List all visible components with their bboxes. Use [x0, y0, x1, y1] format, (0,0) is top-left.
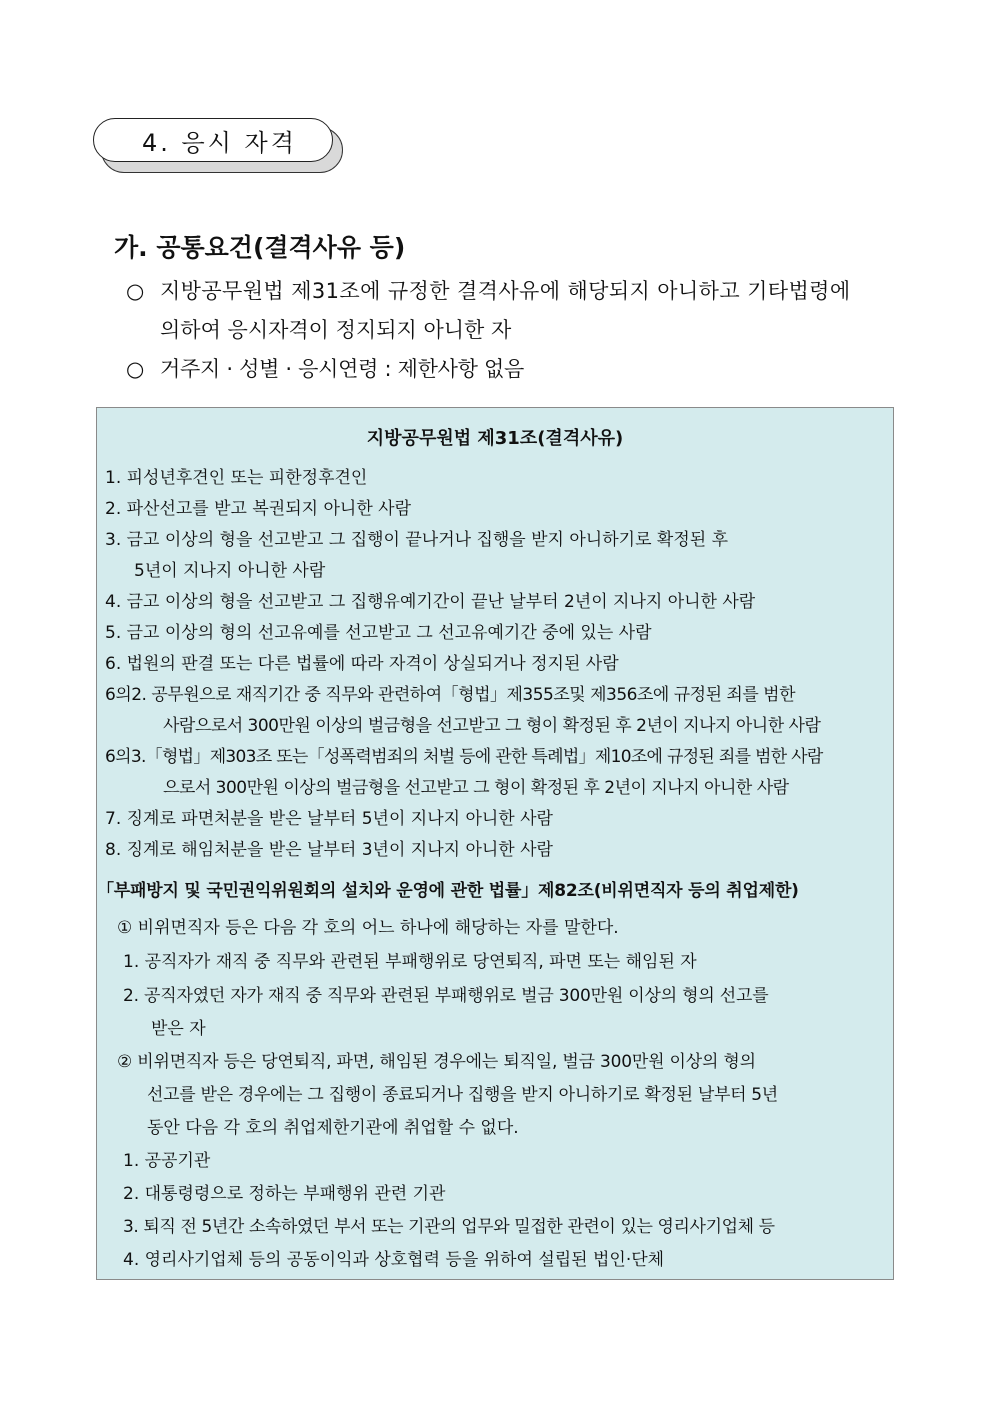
box-title: 지방공무원법 제31조(결격사유) — [366, 428, 624, 449]
disqualification-item: 4. 금고 이상의 형을 선고받고 그 집행유예기간이 끝난 날부터 2년이 지나지 아니한 사람 — [105, 592, 756, 612]
disqualification-item: 6의3.「형법」제303조 또는「성폭력범죄의 처벌 등에 관한 특례법」제10조에 규정된 죄를 범한 사람 — [105, 747, 823, 767]
disqualification-item: 8. 징계로 해임처분을 받은 날부터 3년이 지나지 아니한 사람 — [105, 840, 553, 860]
requirement-text: 지방공무원법 제31조에 규정한 결격사유에 해당되지 아니하고 기타법령에 — [160, 279, 851, 303]
law-item: 3. 퇴직 전 5년간 소속하였던 부서 또는 기관의 업무와 밀접한 관련이 있는 영리사기업체 등 — [123, 1217, 775, 1237]
requirement-item — [126, 272, 898, 350]
law-item: 2. 공직자였던 자가 재직 중 직무와 관련된 부패행위로 벌금 300만원 이상의 형의 선고를 — [123, 986, 769, 1006]
requirement-text: 거주지 · 성별 · 응시연령 : 제한사항 없음 — [160, 357, 524, 381]
requirement-text-continued: 의하여 응시자격이 정지되지 아니한 자 — [160, 318, 512, 342]
disqualification-item: 6의2. 공무원으로 재직기간 중 직무와 관련하여「형법」제355조및 제356조에 규정된 죄를 범한 — [105, 685, 795, 705]
law-clause-continued: 동안 다음 각 호의 취업제한기관에 취업할 수 없다. — [147, 1118, 519, 1138]
disqualification-item: 7. 징계로 파면처분을 받은 날부터 5년이 지나지 아니한 사람 — [105, 809, 553, 829]
law-item: 1. 공직자가 재직 중 직무와 관련된 부패행위로 당연퇴직, 파면 또는 해임된 자 — [123, 952, 697, 972]
law-item: 1. 공공기관 — [123, 1151, 211, 1171]
law-item-continued: 받은 자 — [151, 1019, 206, 1039]
law-item: 4. 영리사기업체 등의 공동이익과 상호협력 등을 위하여 설립된 법인·단체 — [123, 1250, 665, 1270]
disqualification-item: 1. 피성년후견인 또는 피한정후견인 — [105, 468, 368, 488]
law-title: 「부패방지 및 국민권익위원회의 설치와 운영에 관한 법률」제82조(비위면직자 등의 취업제한) — [97, 881, 799, 901]
law-clause: ② 비위면직자 등은 당연퇴직, 파면, 해임된 경우에는 퇴직일, 벌금 300만원 이상의 형의 — [117, 1052, 756, 1072]
requirement-item — [126, 350, 898, 389]
section-heading-tag — [93, 118, 345, 174]
law-clause: ① 비위면직자 등은 다음 각 호의 어느 하나에 해당하는 자를 말한다. — [117, 918, 619, 938]
law-clause-continued: 선고를 받은 경우에는 그 집행이 종료되거나 집행을 받지 아니하기로 확정된 날부터 5년 — [147, 1085, 778, 1105]
section-heading: 4. 응시 자격 — [93, 118, 333, 162]
disqualification-item: 5. 금고 이상의 형의 선고유예를 선고받고 그 선고유예기간 중에 있는 사람 — [105, 623, 652, 643]
circle-bullet-icon: ○ — [126, 357, 145, 381]
disqualification-item-continued: 으로서 300만원 이상의 벌금형을 선고받고 그 형이 확정된 후 2년이 지나지 아니한 사람 — [163, 778, 789, 798]
disqualification-item: 2. 파산선고를 받고 복권되지 아니한 사람 — [105, 499, 411, 519]
disqualification-item-continued: 5년이 지나지 아니한 사람 — [134, 561, 326, 581]
disqualification-box — [96, 407, 894, 1280]
circle-bullet-icon: ○ — [126, 279, 145, 303]
disqualification-item: 6. 법원의 판결 또는 다른 법률에 따라 자격이 상실되거나 정지된 사람 — [105, 654, 619, 674]
disqualification-item: 3. 금고 이상의 형을 선고받고 그 집행이 끝나거나 집행을 받지 아니하기로 확정된 후 — [105, 530, 728, 550]
disqualification-item-continued: 사람으로서 300만원 이상의 벌금형을 선고받고 그 형이 확정된 후 2년이 지나지 아니한 사람 — [163, 716, 821, 736]
law-item: 2. 대통령령으로 정하는 부패행위 관련 기관 — [123, 1184, 446, 1204]
subsection-heading: 가. 공통요건(결격사유 등) — [114, 233, 406, 262]
